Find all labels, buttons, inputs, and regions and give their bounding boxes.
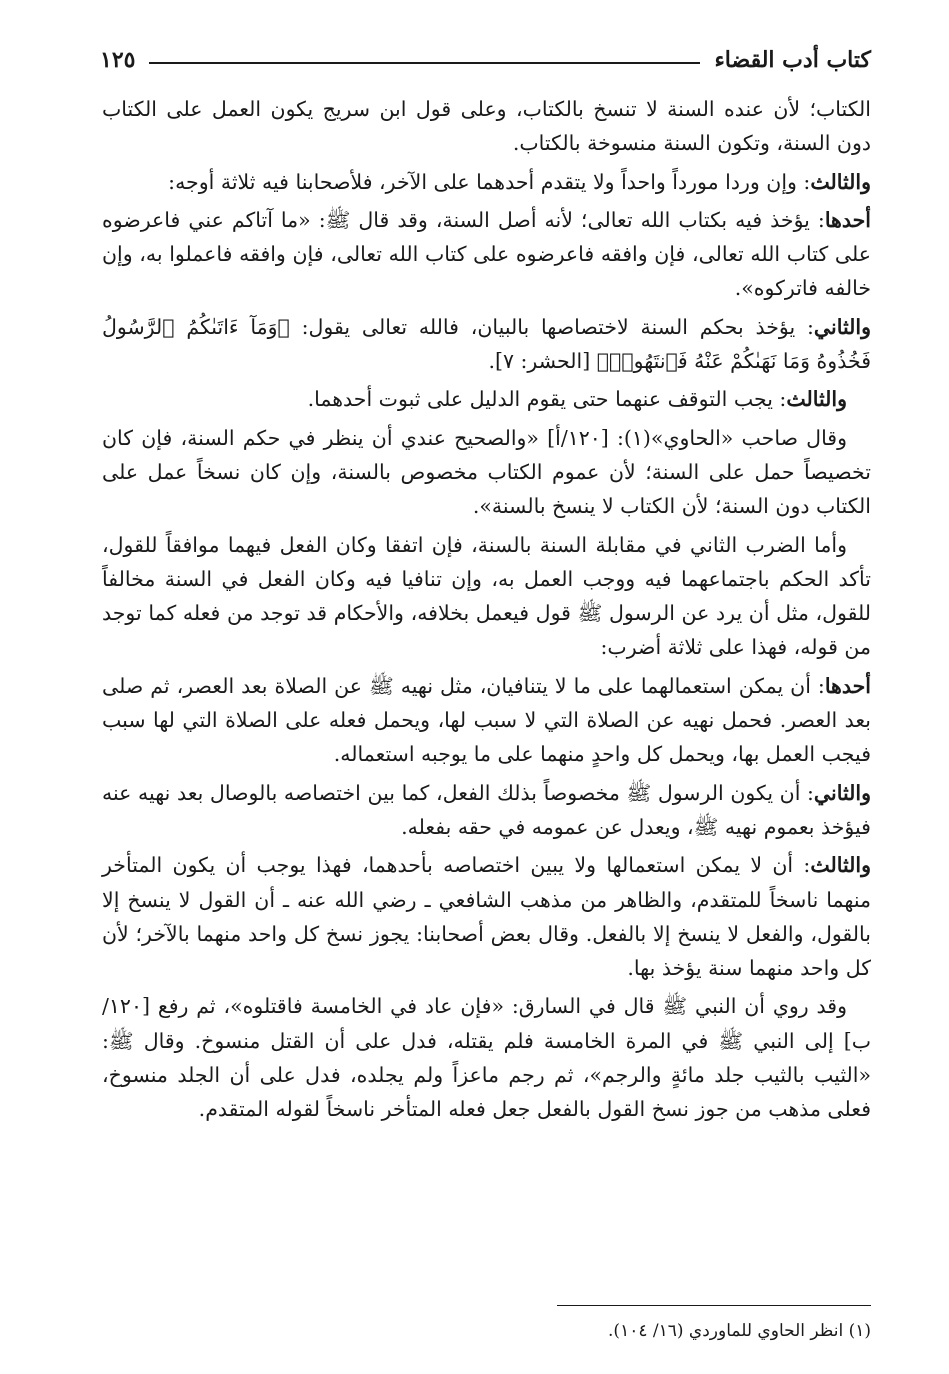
- paragraph: [102, 382, 871, 416]
- paragraph-text: وقد روي أن النبي ﷺ قال في السارق: «فإن عاد في الخامسة فاقتلوه»، ثم رفع [١٢٠/ب] إلى النبي ﷺ في المرة الخامسة فلم يقتله، فدل على أن القتل منسوخ. وقال ﷺ: «الثيب بالثيب جلد مائةٍ والرجم»، ثم رجم ماعزاً ولم يجلده، فدل على أن الجلد منسوخ، فعلى مذهب من جوز نسخ القول بالفعل جعل فعله المتأخر ناسخاً لقوله المتقدم.: [102, 994, 871, 1122]
- footnote: (١) انظر الحاوي للماوردي (١٦/ ١٠٤).: [608, 1321, 871, 1341]
- paragraph-lead: والثالث: [786, 387, 847, 412]
- paragraph-text: وأما الضرب الثاني في مقابلة السنة بالسنة، فإن اتفقا وكان الفعل فيهما موافقاً للقول، تأكد الحكم باجتماعهما فيه ووجب العمل به، وإن تنافيا فيه وكان الفعل في السنة مخالفاً للقول، مثل أن يرد عن الرسول ﷺ قول فيعمل بخلافه، والأحكام قد توجد من فعله كما توجد من قوله، فهذا على ثلاثة أضرب:: [102, 532, 871, 660]
- book-title: كتاب أدب القضاء: [714, 47, 871, 73]
- body-text: [102, 92, 871, 1131]
- running-head: [100, 40, 871, 80]
- paragraph: [102, 165, 871, 199]
- page-number: ١٢٥: [100, 47, 136, 73]
- paragraph-text: : وإن وردا مورداً واحداً ولا يتقدم أحدهما على الآخر، فلأصحابنا فيه ثلاثة أوجه:: [168, 169, 811, 194]
- paragraph-lead: والثالث: [810, 853, 871, 878]
- paragraph-lead: أحدها: [824, 673, 871, 698]
- paragraph: [102, 92, 871, 161]
- paragraph-lead: والثالث: [810, 169, 871, 194]
- paragraph-text: وقال صاحب «الحاوي»(١): [١٢٠/أ] «والصحيح عندي أن ينظر في حكم السنة، فإن كان تخصيصاً حمل على السنة؛ لأن عموم الكتاب مخصوص بالسنة، وإن كان نسخاً عمل على الكتاب دون السنة؛ لأن الكتاب لا ينسخ بالسنة».: [102, 425, 871, 519]
- paragraph: [102, 421, 871, 524]
- paragraph-text: : يؤخذ فيه بكتاب الله تعالى؛ لأنه أصل السنة، وقد قال ﷺ: «ما آتاكم عني فاعرضوه على كتاب الله تعالى، فإن وافقه فاعرضوه على كتاب الله تعالى، فإن وافقه فاعملوا به، وإن خالفه فاتركوه».: [102, 207, 871, 301]
- paragraph: [102, 203, 871, 306]
- footnote-rule: [557, 1305, 871, 1306]
- paragraph-text: الكتاب؛ لأن عنده السنة لا تنسخ بالكتاب، وعلى قول ابن سريج يكون العمل على الكتاب دون السنة، وتكون السنة منسوخة بالكتاب.: [102, 97, 871, 156]
- paragraph: [102, 310, 871, 379]
- paragraph: [102, 848, 871, 985]
- paragraph: [102, 528, 871, 665]
- paragraph-text: : يؤخذ بحكم السنة لاختصاصها بالبيان، فالله تعالى يقول: ﴿وَمَآ ءَاتَىٰكُمُ ٱلرَّسُولُ فَخُذُوهُ وَمَا نَهَىٰكُمْ عَنْهُ فَٱنتَهُوا۟﴾ [الحشر: ٧].: [102, 314, 871, 374]
- paragraph-lead: أحدها: [824, 207, 871, 232]
- paragraph: [102, 989, 871, 1126]
- paragraph-text: : يجب التوقف عنهما حتى يقوم الدليل على ثبوت أحدهما.: [307, 387, 787, 412]
- paragraph-lead: والثاني: [813, 314, 871, 339]
- paragraph-text: : أن يمكن استعمالهما على ما لا يتنافيان، مثل نهيه ﷺ عن الصلاة بعد العصر، ثم صلى بعد العصر. فحمل نهيه عن الصلاة التي لا سبب لها، ويحمل فعله على الصلاة التي لها سبب فيجب العمل بها، ويحمل كل واحدٍ منهما على ما يوجبه استعماله.: [102, 673, 871, 767]
- header-rule: [149, 62, 700, 64]
- paragraph: [102, 669, 871, 772]
- paragraph-lead: والثاني: [813, 780, 871, 805]
- paragraph-text: : أن يكون الرسول ﷺ مخصوصاً بذلك الفعل، كما بين اختصاصه بالوصال بعد نهيه عنه فيؤخذ بعموم نهيه ﷺ، ويعدل عن عمومه في حقه بفعله.: [102, 780, 871, 839]
- paragraph-text: : أن لا يمكن استعمالها ولا يبين اختصاصه بأحدهما، فهذا يوجب أن يكون المتأخر منهما ناسخاً للمتقدم، والظاهر من مذهب الشافعي ـ رضي الله عنه ـ أن القول لا ينسخ إلا بالقول، والفعل لا ينسخ إلا بالفعل. وقال بعض أصحابنا: يجوز نسخ كل واحد منهما بالآخر؛ لأن كل واحد منهما سنة يؤخذ بها.: [102, 853, 871, 981]
- paragraph: [102, 776, 871, 845]
